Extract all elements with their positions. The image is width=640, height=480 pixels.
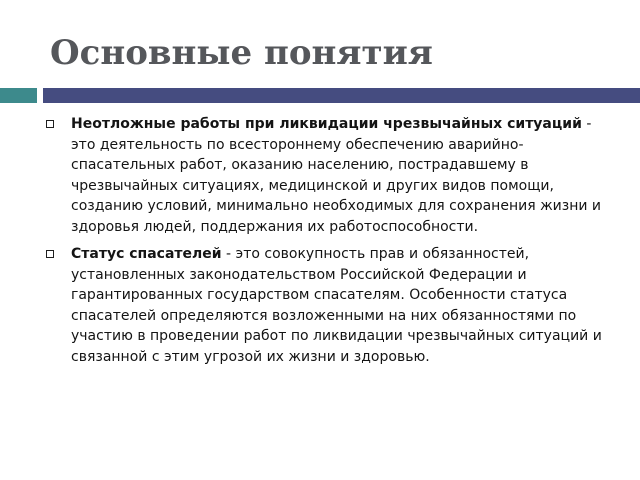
definition-term: Статус спасателей <box>71 246 222 262</box>
definition-text: - это деятельность по всестороннему обеспечению аварийно-спасательных работ, оказанию населению, пострадавшему в чрезвычайных ситуациях, медицинской и других видов помощи, созданию условий, минимально необходимых для сохранения жизни и здоровья людей, поддержания их работоспособности. <box>71 116 602 235</box>
definition-term: Неотложные работы при ликвидации чрезвычайных ситуаций <box>71 116 582 132</box>
bullet-list <box>46 114 614 374</box>
square-bullet-icon <box>46 250 54 258</box>
definition-text: - это совокупность прав и обязанностей, установленных законодательством Российской Федерации и гарантированных государством спасателям. Особенности статуса спасателей определяются возложенными на них обязанностями по участию в проведении работ по ликвидации чрезвычайных ситуаций и связанной с этим угрозой их жизни и здоровью. <box>71 246 602 365</box>
list-item <box>46 114 614 237</box>
list-item <box>46 244 614 367</box>
slide-title: Основные понятия <box>50 33 433 73</box>
title-underline-accent <box>0 88 37 103</box>
square-bullet-icon <box>46 120 54 128</box>
title-underline-bar <box>43 88 640 103</box>
